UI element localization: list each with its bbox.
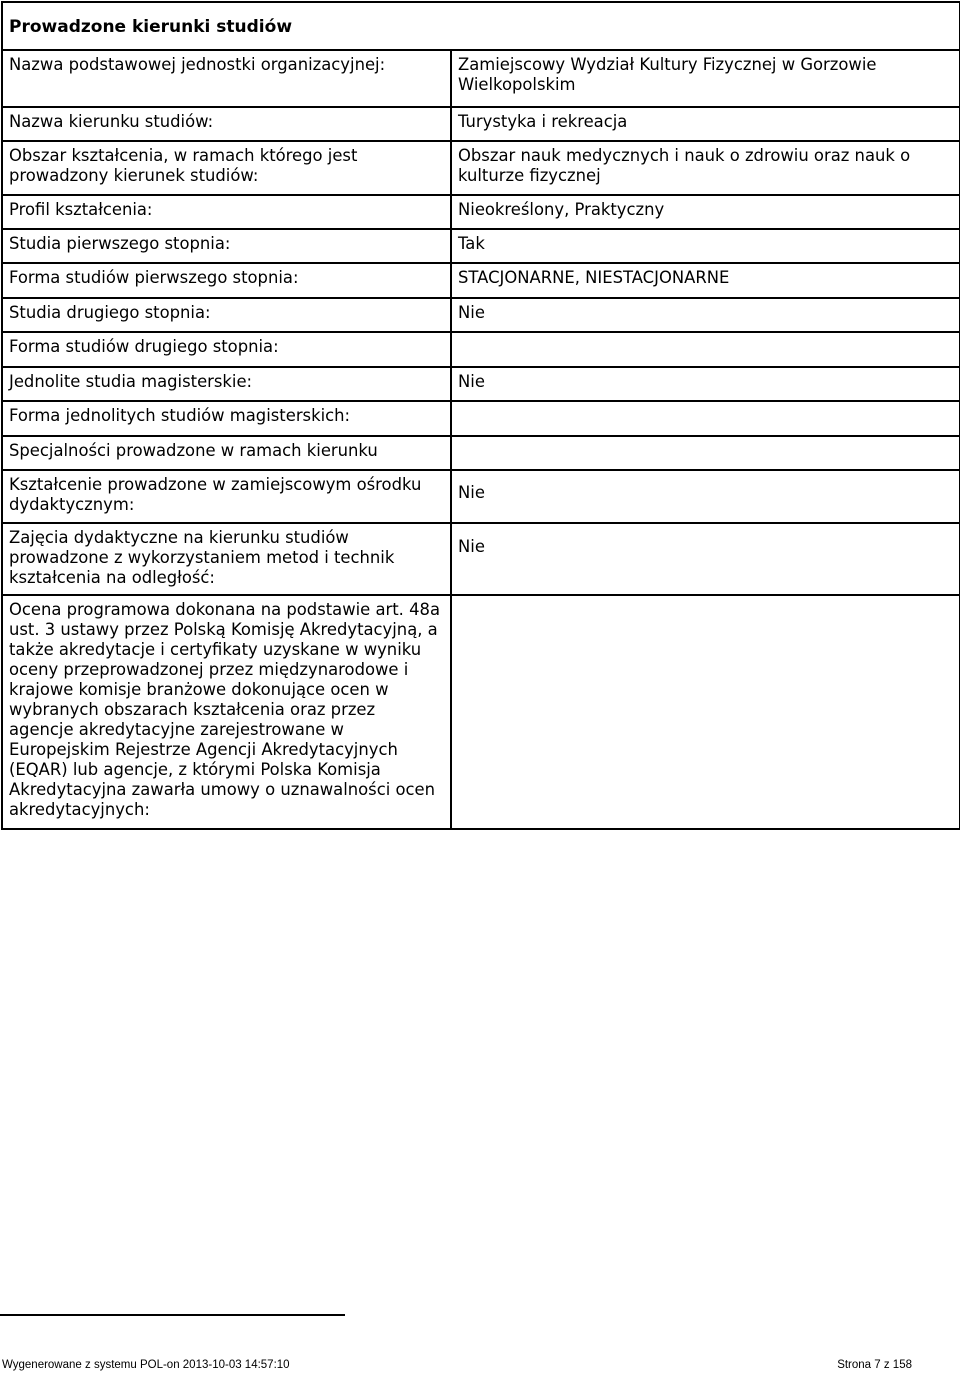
table-row [2,263,960,298]
row-label: Specjalności prowadzone w ramach kierunku [2,436,451,470]
row-value: Nie [451,523,960,595]
footnote-rule [0,1314,345,1316]
row-value [451,332,960,367]
row-value: Obszar nauk medycznych i nauk o zdrowiu oraz nauk o kulturze fizycznej [451,141,960,195]
table-row [2,595,960,829]
footer-generated: Wygenerowane z systemu POL-on 2013-10-03 14:57:10 [2,1359,290,1371]
row-label: Profil kształcenia: [2,195,451,229]
row-value: Nie [451,470,960,523]
study-program-table [1,1,960,830]
table-row [2,195,960,229]
row-value: Nie [451,367,960,401]
table-row [2,50,960,107]
row-label: Nazwa kierunku studiów: [2,107,451,141]
row-label: Zajęcia dydaktyczne na kierunku studiów prowadzone z wykorzystaniem metod i technik kształcenia na odległość: [2,523,451,595]
table-row [2,332,960,367]
table-row [2,367,960,401]
row-value [451,436,960,470]
row-label: Kształcenie prowadzone w zamiejscowym ośrodku dydaktycznym: [2,470,451,523]
row-label: Forma studiów drugiego stopnia: [2,332,451,367]
table-title-row [2,2,960,50]
table-row [2,523,960,595]
row-value: STACJONARNE, NIESTACJONARNE [451,263,960,298]
table-row [2,107,960,141]
row-value [451,401,960,436]
row-value: Nieokreślony, Praktyczny [451,195,960,229]
row-label: Nazwa podstawowej jednostki organizacyjnej: [2,50,451,107]
row-label: Jednolite studia magisterskie: [2,367,451,401]
row-label: Forma studiów pierwszego stopnia: [2,263,451,298]
row-value [451,595,960,829]
row-value: Turystyka i rekreacja [451,107,960,141]
table-row [2,141,960,195]
row-value: Zamiejscowy Wydział Kultury Fizycznej w Gorzowie Wielkopolskim [451,50,960,107]
row-label: Obszar kształcenia, w ramach którego jest prowadzony kierunek studiów: [2,141,451,195]
table-row [2,436,960,470]
footer-page-number: Strona 7 z 158 [837,1359,912,1371]
table-row [2,401,960,436]
table-row [2,470,960,523]
row-label: Studia pierwszego stopnia: [2,229,451,263]
table-row [2,298,960,332]
row-label: Studia drugiego stopnia: [2,298,451,332]
row-label: Ocena programowa dokonana na podstawie art. 48a ust. 3 ustawy przez Polską Komisję Akredytacyjną, a także akredytacje i certyfikaty uzyskane w wyniku oceny przeprowadzonej przez międzynarodowe i krajowe komisje branżowe dokonujące ocen w wybranych obszarach kształcenia oraz przez agencje akredytacyjne zarejestrowane w Europejskim Rejestrze Agencji Akredytacyjnych (EQAR) lub agencje, z którymi Polska Komisja Akredytacyjna zawarła umowy o uznawalności ocen akredytacyjnych: [2,595,451,829]
row-label: Forma jednolitych studiów magisterskich: [2,401,451,436]
row-value: Nie [451,298,960,332]
row-value: Tak [451,229,960,263]
table-row [2,229,960,263]
section-title: Prowadzone kierunki studiów [2,2,960,50]
